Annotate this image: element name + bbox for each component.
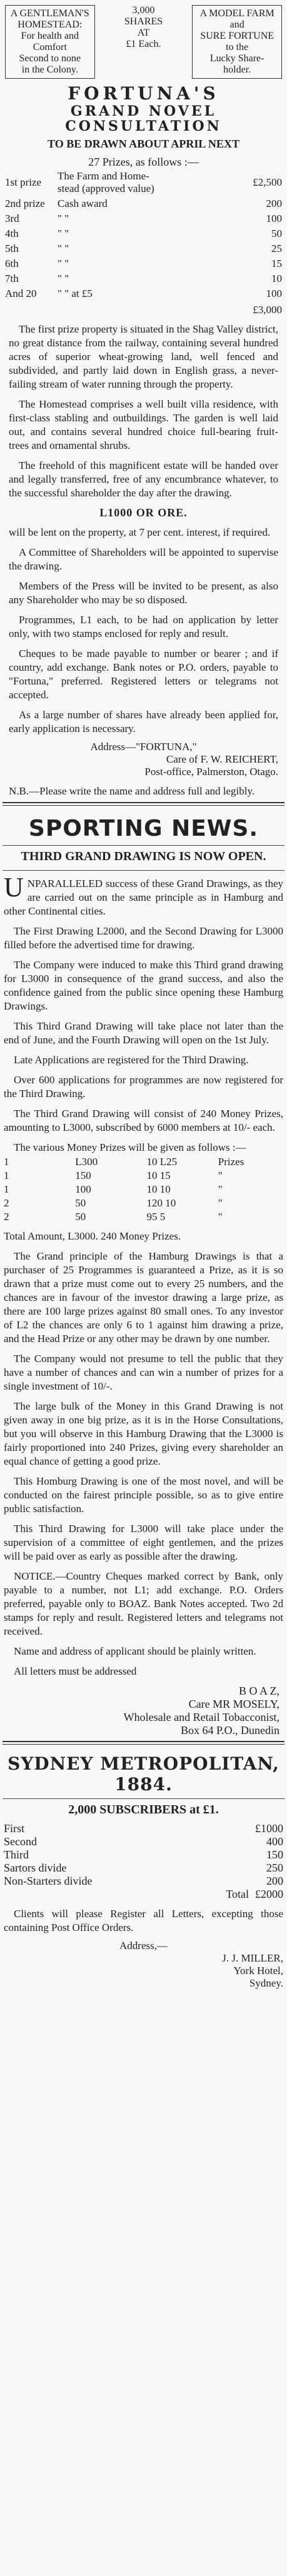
- money-prizes-cell: 1: [4, 1156, 9, 1168]
- money-prizes-cell: Prizes: [218, 1156, 244, 1168]
- money-prizes-cell: 10 15: [146, 1170, 171, 1181]
- drawn-line: TO BE DRAWN ABOUT APRIL NEXT: [48, 138, 239, 150]
- money-prizes-cell: 95 5: [146, 1211, 166, 1223]
- money-prizes-cell: ": [218, 1170, 223, 1181]
- prize-desc: " ": [58, 273, 69, 284]
- left-ad-box: [5, 5, 95, 79]
- left-box-line: in the Colony.: [21, 64, 78, 75]
- prize-row: [5, 271, 282, 286]
- right-box-line: holder.: [223, 64, 251, 75]
- ad-paragraph: Programmes, L1 each, to be had on application by letter only, with two stamps enclosed for reply and result.: [9, 614, 278, 639]
- money-prizes-cell: 50: [75, 1197, 86, 1209]
- money-prizes-cell: ": [218, 1211, 223, 1223]
- prize-desc: " ": [58, 213, 69, 224]
- prize-amount: 200: [266, 198, 282, 209]
- shares-line: 3,000: [132, 5, 155, 16]
- prize-amount: £2,500: [253, 176, 282, 188]
- sporting-paragraph: UNPARALLELED success of these Grand Drawings, as they are carried out on the same principle as in Hamburg and other Continental cities.: [4, 872, 283, 917]
- metro-address-line: York Hotel,: [233, 1965, 283, 1977]
- prize-amount: 50: [271, 228, 282, 239]
- section-divider: [3, 802, 284, 806]
- shares-line: SHARES: [124, 16, 163, 27]
- right-box-line: and: [229, 19, 244, 30]
- metro-address-line: J. J. MILLER,: [222, 1952, 283, 1964]
- metro-list-amount: £1000: [255, 1822, 283, 1835]
- sporting-divider: [3, 870, 284, 871]
- metro-list-label: Sartors divide: [4, 1862, 67, 1874]
- sporting-paragraph: This Third Drawing for L3000 will take place under the supervision of a committee of eight gentlemen, and the prizes will be paid over as early as possible after the drawing.: [4, 1523, 283, 1562]
- sporting-paragraph: The various Money Prizes will be given as follows :—: [14, 1141, 246, 1153]
- ad-address: [9, 741, 278, 778]
- metro-list-label: Non-Starters divide: [4, 1875, 93, 1887]
- ad-paragraph: A Committee of Shareholders will be appointed to supervise the drawing.: [9, 546, 278, 572]
- prize-row: [5, 196, 282, 211]
- sporting-signature: [4, 1685, 279, 1737]
- metro-list-amount: 400: [266, 1835, 283, 1848]
- metro-list-amount: 250: [266, 1862, 283, 1874]
- nb-line: N.B.—Please write the name and address full and legibly.: [9, 785, 255, 797]
- metro-total-amount: £2000: [255, 1888, 283, 1900]
- signature-line: Wholesale and Retail Tobacconist,: [123, 1711, 279, 1723]
- money-total: Total Amount, L3000. 240 Money Prizes.: [4, 1230, 181, 1242]
- sporting-subtitle: THIRD GRAND DRAWING IS NOW OPEN.: [21, 849, 266, 863]
- metro-divider: [3, 1798, 284, 1799]
- money-prizes-cell: 100: [75, 1183, 91, 1195]
- signature-line: Care MR MOSELY,: [188, 1698, 279, 1710]
- prize-label: 7th: [5, 273, 19, 284]
- signature-line: Box 64 P.O., Dunedin: [180, 1724, 279, 1737]
- metro-address-label: Address,—: [119, 1940, 168, 1952]
- ad-paragraph: The Homestead comprises a well built villa residence, with first-class stabling and outbuildings. The garden is well laid out, and contains several hundred choice full-bearing fruit-trees and ornamental shrubs.: [9, 398, 278, 451]
- money-prizes-cell: 1: [4, 1183, 9, 1195]
- sporting-paragraph: This Third Grand Drawing will take place not later than the end of June, and the Fourth Drawing will open on the 1st July.: [4, 1020, 283, 1046]
- address-line: Care of F. W. REICHERT,: [166, 753, 278, 765]
- sporting-paragraph: The large bulk of the Money in this Grand Drawing is not given away in one big prize, as it is in the Horse Consultations, but you will observe in this Hamburg Drawing that the L3000 is fairly proportioned into 240 Prizes, giving every shareholder an equal chance of getting a good prize.: [4, 1400, 283, 1467]
- money-prizes-cell: 50: [75, 1211, 86, 1223]
- prizes-table: [5, 169, 282, 301]
- metro-list-label: Third: [4, 1848, 29, 1861]
- prize-desc: " ": [58, 258, 69, 269]
- signature-line: B O A Z,: [238, 1685, 279, 1697]
- address-label: Address—"FORTUNA,": [90, 741, 197, 753]
- metro-list-amount: 200: [266, 1875, 283, 1887]
- money-prizes-row: [4, 1197, 283, 1210]
- sporting-paragraph: The Company were induced to make this Third grand drawing for L3000 in consequence of the grand success, and also the confidence gained from the public since opening these Hamburg Drawings.: [4, 959, 283, 1012]
- sporting-paragraph: The Grand principle of the Hamburg Drawings is that a purchaser of 25 Programmes is guaranteed a Prize, as it is so drawn that a prize must come out to every 25 numbers, and the chances are in favour of the investor drawing a large prize, as there are 100 large prizes against 80 small ones. To any investor of L2 the chances are only 6 to 1 against him drawing a prize, and the Head Prize or any other may be drawn by one number.: [4, 1250, 283, 1345]
- money-prizes-cell: L300: [75, 1156, 98, 1168]
- money-prizes-row: [4, 1156, 283, 1168]
- sporting-paragraph: This Homburg Drawing is one of the most novel, and will be conducted on the fairest principle possible, so as to give entire public satisfaction.: [4, 1475, 283, 1515]
- left-box-line: HOMESTEAD:: [18, 19, 83, 30]
- metro-list: [4, 1822, 283, 1901]
- prize-amount: 25: [271, 243, 282, 254]
- right-ad-box: [192, 5, 282, 79]
- left-box-line: Second to none: [19, 53, 81, 64]
- prize-row: [5, 169, 282, 196]
- prize-label: 3rd: [5, 213, 19, 224]
- metro-list-amount: 150: [266, 1848, 283, 1861]
- prizes-total: £3,000: [253, 304, 282, 316]
- emph-line: L1000 OR ORE.: [99, 506, 188, 519]
- sporting-paragraph: Name and address of applicant should be plainly written.: [14, 1645, 256, 1657]
- sporting-paragraph: The Third Grand Drawing will consist of 240 Money Prizes, amounting to L3000, subscribed by 6000 members at 10/- each.: [4, 1108, 283, 1133]
- prize-label: 4th: [5, 228, 19, 239]
- right-box-line: Lucky Share-: [209, 53, 264, 64]
- shares-line: AT: [137, 28, 150, 38]
- prizes-header: 27 Prizes, as follows :—: [88, 156, 199, 168]
- money-prizes-row: [4, 1211, 283, 1223]
- shares-center: [99, 5, 189, 50]
- left-box-line: For health and: [21, 31, 79, 41]
- prize-row: [5, 241, 282, 256]
- money-prizes-cell: 2: [4, 1211, 9, 1223]
- prize-row: [5, 226, 282, 241]
- metro-subtitle: 2,000 SUBSCRIBERS at £1.: [68, 1803, 219, 1817]
- sporting-paragraph: All letters must be addressed: [14, 1665, 137, 1677]
- prize-label: 6th: [5, 258, 19, 269]
- prize-label: 1st prize: [5, 176, 42, 188]
- ad-paragraph: Members of the Press will be invited to be present, as also any Shareholder who may be so disposed.: [9, 580, 278, 606]
- ad-paragraph: will be lent on the property, at 7 per cent. interest, if required.: [9, 526, 271, 538]
- left-box-line: A GENTLEMAN'S: [10, 8, 89, 19]
- sporting-paragraph: Late Applications are registered for the Third Drawing.: [14, 1054, 249, 1066]
- ad-paragraph: The first prize property is situated in the Shag Valley district, no great distance from the railway, containing several hundred acres of superior wheat-growing land, well fenced and subdivided, and partly laid down in English grass, a never-failing stream of water running through the property.: [9, 323, 278, 390]
- sporting-news-section: [0, 816, 287, 1737]
- metro-list-label: Second: [4, 1835, 37, 1848]
- prize-label: 5th: [5, 243, 19, 254]
- ad-paragraph: The freehold of this magnificent estate will be handed over and legally transferred, free of any encumbrance whatever, to the successful shareholder the day after the drawing.: [9, 459, 278, 499]
- sydney-metro-section: [0, 1753, 287, 1990]
- prize-label: And 20: [5, 288, 37, 299]
- metro-list-label: First: [4, 1822, 25, 1835]
- money-prizes-cell: 150: [75, 1170, 91, 1181]
- prize-desc: Cash award: [58, 198, 108, 209]
- prize-label: 2nd prize: [5, 198, 45, 209]
- prize-amount: 10: [271, 273, 282, 284]
- money-prizes-cell: 10 L25: [146, 1156, 178, 1168]
- left-box-line: Comfort: [33, 42, 67, 53]
- money-prizes-cell: ": [218, 1197, 223, 1209]
- metro-address-line: Sydney.: [249, 1977, 283, 1989]
- money-prizes-cell: 1: [4, 1170, 9, 1181]
- right-box-line: to the: [226, 42, 249, 53]
- prize-desc: " ": [58, 228, 69, 239]
- money-prizes-row: [4, 1183, 283, 1196]
- money-prizes-cell: 2: [4, 1197, 9, 1209]
- prize-desc: " ": [58, 243, 69, 254]
- prize-amount: 15: [271, 258, 282, 269]
- prize-row: [5, 286, 282, 301]
- sporting-paragraph: NOTICE.—Country Cheques marked correct by Bank, only payable to a number, not L1; add exchange. P.O. Orders preferred, payable only to BOAZ. Bank Notes accepted. Two 2d stamps for reply and result. Registered letters and telegrams not received.: [4, 1570, 283, 1637]
- sporting-paragraph: The Company would not presume to tell the public that they have a number of chances and can win a number of prizes for a single investment of 10/-.: [4, 1353, 283, 1392]
- money-prizes-cell: 10 10: [146, 1183, 171, 1195]
- sporting-paragraph: The First Drawing L2000, and the Second Drawing for L3000 filled before the advertised time for drawing.: [4, 925, 283, 951]
- metro-title: SYDNEY METROPOLITAN, 1884.: [8, 1753, 279, 1795]
- fortuna-advertisement: [0, 0, 287, 798]
- metro-paragraph: Clients will please Register all Letters, excepting those containing Post Office Orders.: [4, 1908, 283, 1933]
- prize-desc: The Farm and Home- stead (approved value): [58, 170, 154, 194]
- brand-title: [5, 84, 282, 134]
- sporting-divider: [3, 845, 284, 846]
- ad-paragraph: As a large number of shares have already been applied for, early application is necessary.: [9, 709, 278, 734]
- prize-row: [5, 211, 282, 226]
- sporting-title: SPORTING NEWS.: [28, 816, 259, 841]
- right-box-line: SURE FORTUNE: [200, 31, 274, 41]
- metro-address: [4, 1940, 283, 1990]
- money-prizes-cell: 120 10: [146, 1197, 176, 1209]
- address-line: Post-office, Palmerston, Otago.: [144, 766, 278, 778]
- right-box-line: A MODEL FARM: [199, 8, 274, 19]
- section-divider: [3, 1741, 284, 1745]
- shares-line: £1 Each.: [126, 39, 161, 49]
- prize-row: [5, 256, 282, 271]
- prize-amount: 100: [266, 213, 282, 224]
- ad-paragraph: Cheques to be made payable to number or bearer ; and if country, add exchange. Bank notes or P.O. orders, payable to "Fortuna," preferred. Registered letters or telegrams not accepted.: [9, 648, 278, 701]
- metro-total-label: Total: [226, 1888, 249, 1900]
- ad-top-grid: [5, 5, 282, 79]
- prize-desc: " " at £5: [58, 288, 93, 299]
- brand-subtitle: GRAND NOVEL CONSULTATION: [65, 103, 222, 134]
- money-prizes-row: [4, 1170, 283, 1182]
- sporting-paragraph: Over 600 applications for programmes are now registered for the Third Drawing.: [4, 1074, 283, 1100]
- brand-title-text: FORTUNA'S: [68, 83, 219, 104]
- money-prizes-cell: ": [218, 1183, 223, 1195]
- prize-amount: 100: [266, 288, 282, 299]
